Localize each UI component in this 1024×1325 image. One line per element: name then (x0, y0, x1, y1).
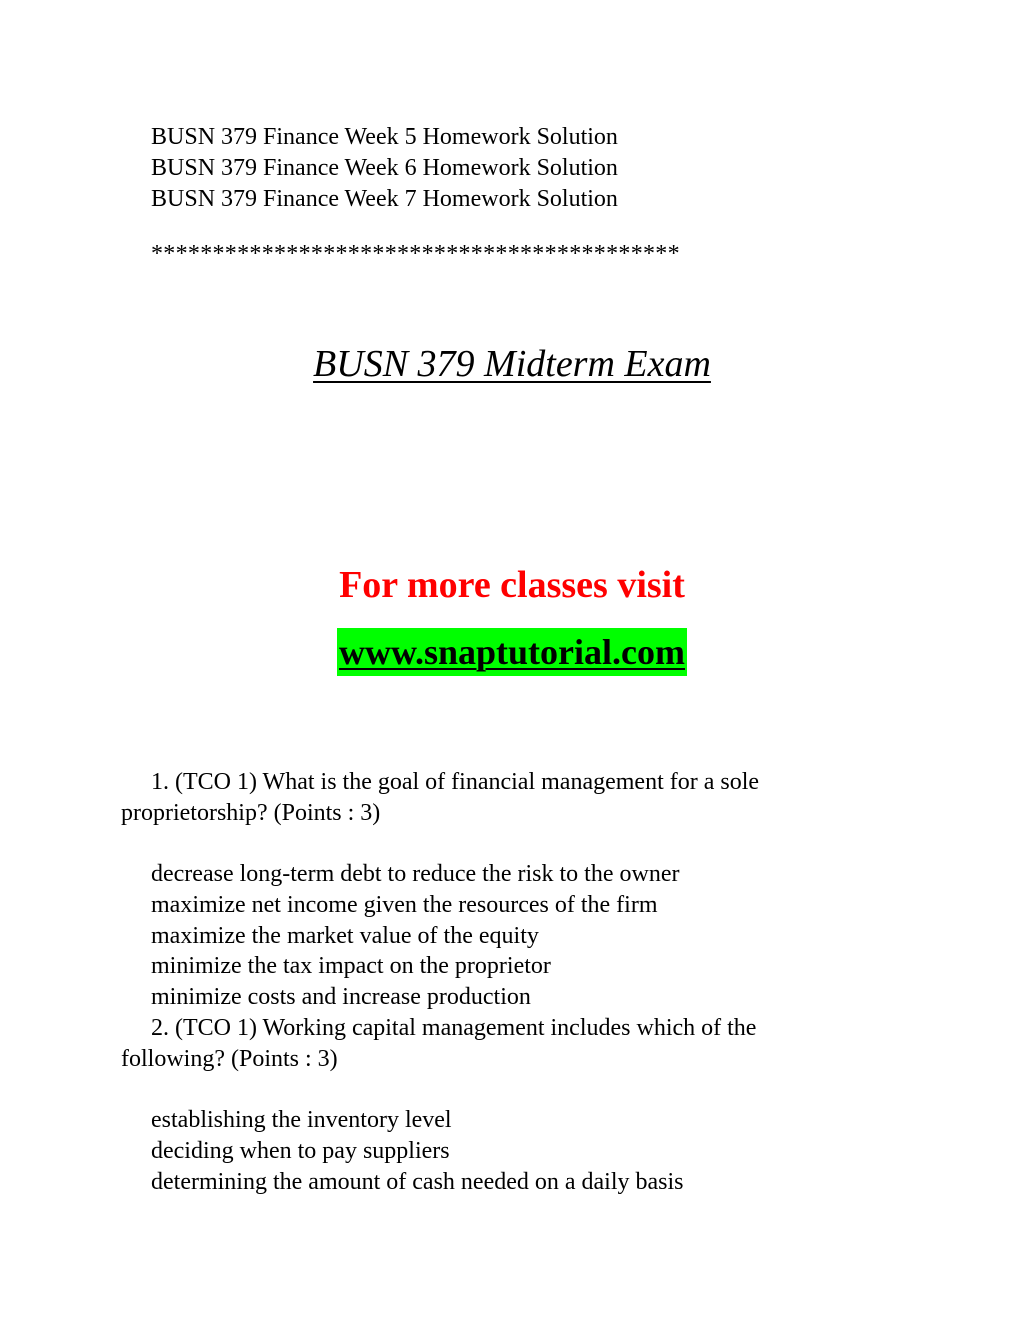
question-1-option-5[interactable]: minimize costs and increase production (151, 984, 531, 1010)
question-2-option-1[interactable]: establishing the inventory level (151, 1107, 452, 1133)
promo-link[interactable]: www.snaptutorial.com (337, 628, 687, 676)
header-link-week5[interactable]: BUSN 379 Finance Week 5 Homework Solution (151, 124, 618, 150)
question-2-line1: 2. (TCO 1) Working capital management includes which of the (151, 1015, 757, 1041)
question-1-option-4[interactable]: minimize the tax impact on the proprietor (151, 953, 551, 979)
question-1-option-1[interactable]: decrease long-term debt to reduce the risk to the owner (151, 861, 680, 887)
exam-title (0, 341, 1024, 387)
question-1-option-3[interactable]: maximize the market value of the equity (151, 923, 539, 949)
promo-text: For more classes visit (339, 564, 685, 606)
promo-link-wrap (0, 628, 1024, 676)
header-link-week7[interactable]: BUSN 379 Finance Week 7 Homework Solution (151, 186, 618, 212)
question-2-option-2[interactable]: deciding when to pay suppliers (151, 1138, 450, 1164)
exam-title-text: BUSN 379 Midterm Exam (313, 343, 711, 385)
separator-line: ******************************************* (151, 241, 680, 267)
question-1-line2: proprietorship? (Points : 3) (121, 800, 381, 826)
header-link-week6[interactable]: BUSN 379 Finance Week 6 Homework Solution (151, 155, 618, 181)
question-1-option-2[interactable]: maximize net income given the resources of the firm (151, 892, 658, 918)
question-2-line2: following? (Points : 3) (121, 1046, 338, 1072)
question-2-option-3[interactable]: determining the amount of cash needed on a daily basis (151, 1169, 684, 1195)
question-1-line1: 1. (TCO 1) What is the goal of financial management for a sole (151, 769, 760, 795)
